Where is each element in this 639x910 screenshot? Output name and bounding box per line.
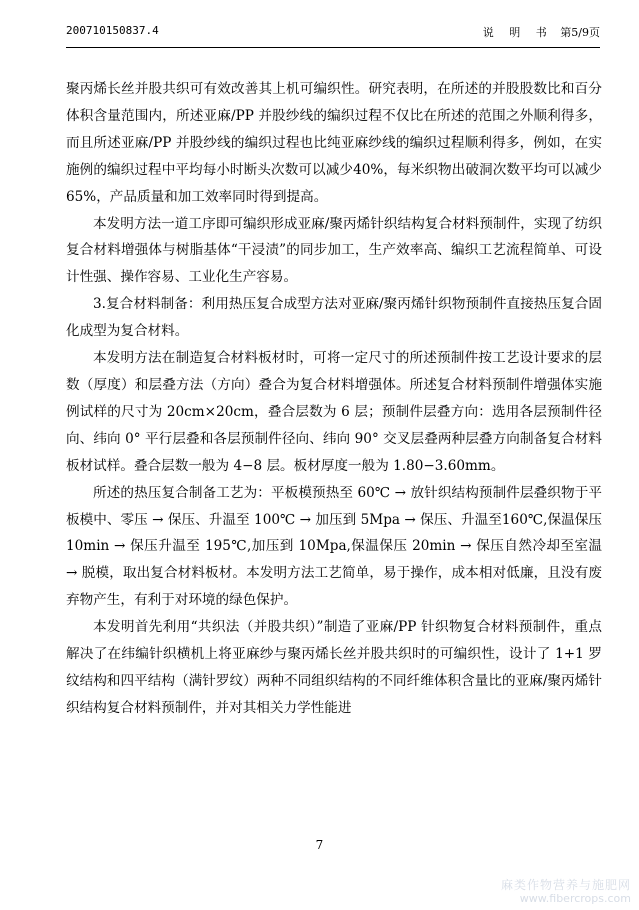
page-header: [66, 20, 600, 44]
paragraph-3: 3.复合材料制备：利用热压复合成型方法对亚麻/聚丙烯针织物预制件直接热压复合固化成型为复合材料。: [66, 296, 602, 340]
page-indicator: 第5/9页: [560, 26, 600, 39]
watermark-url: www.fibercrops.com: [519, 892, 631, 905]
paragraph-1: 聚丙烯长丝并股共织可有效改善其上机可编织性。研究表明，在所述的并股股数比和百分体积含量范围内，所述亚麻/PP 并股纱线的编织过程不仅比在所述的范围之外顺利得多，而且所述亚麻/PP 并股纱线的编织过程也比纯亚麻纱线的编织过程顺利得多，例如，在实施例的编织过程中平均每小时断头次数可以减少40%，每米织物出破洞次数平均可以减少 65%，产品质量和加工效率同时得到提高。: [66, 81, 602, 205]
header-right: [483, 24, 600, 40]
document-body: [66, 76, 602, 722]
paragraph-6: 本发明首先利用“共织法（并股共织）”制造了亚麻/PP 针织物复合材料预制件，重点解决了在纬编针织横机上将亚麻纱与聚丙烯长丝并股共织时的可编织性，设计了 1+1 罗纹结构和四平结构（满针罗纹）两种不同组织结构的不同纤维体积含量比的亚麻/聚丙烯针织结构复合材料预制件，并对其相关力学性能进: [66, 619, 602, 716]
paragraph-4: 本发明方法在制造复合材料板材时，可将一定尺寸的所述预制件按工艺设计要求的层数（厚度）和层叠方法（方向）叠合为复合材料增强体。所述复合材料预制件增强体实施例试样的尺寸为 20cm×20cm，叠合层数为 6 层；预制件层叠方向：选用各层预制件径向、纬向 0° 平行层叠和各层预制件径向、纬向 90° 交叉层叠两种层叠方向制备复合材料板材试样。叠合层数一般为 4−8 层。板材厚度一般为 1.80−3.60mm。: [66, 350, 602, 474]
site-watermark: [501, 879, 631, 905]
paragraph-5: 所述的热压复合制备工艺为：平板模预热至 60℃ → 放针织结构预制件层叠织物于平板模中、零压 → 保压、升温至 100℃ → 加压到 5Mpa → 保压、升温至160℃,保温保压 10min → 保压升温至 195℃,加压到 10Mpa,保温保压 20min → 保压自然冷却至室温 → 脱模，取出复合材料板材。本发明方法工艺简单，易于操作，成本相对低廉，且没有废弃物产生，有利于对环境的绿色保护。: [66, 484, 602, 609]
page-number: 7: [315, 838, 324, 852]
patent-number: 200710150837.4: [66, 24, 159, 37]
document-type: 说 明 书: [482, 26, 553, 39]
header-rule: [66, 47, 600, 48]
paragraph-2: 本发明方法一道工序即可编织形成亚麻/聚丙烯针织结构复合材料预制件，实现了纺织复合材料增强体与树脂基体“干浸渍”的同步加工，生产效率高、编织工艺流程简单、可设计性强、操作容易、工业化生产容易。: [66, 215, 602, 286]
watermark-site-name: 麻类作物营养与施肥网: [500, 878, 631, 892]
